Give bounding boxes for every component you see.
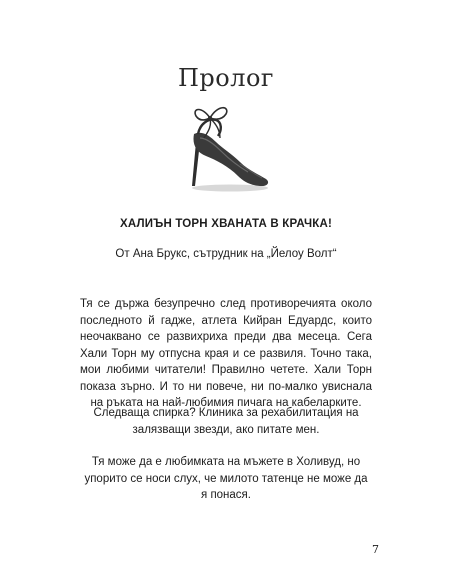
chapter-title: Пролог <box>177 64 274 92</box>
page-number: 7 <box>372 543 379 556</box>
article-paragraph: Тя се държа безупречно след противоречията около последното й гадже, атлета Кийран Едуардс, които неочаквано се развихриха преди два месеца. Сега Хали Торн му отпусна края и се развиля. Точно така, мои любими читатели! Правилно четете. Хали Торн показа зърно. И то ни повече, ни по-малко увиснала на ръката на най-любимия пичага на кабеларките. <box>80 298 372 409</box>
high-heel-shoe-with-bow-icon <box>176 104 276 196</box>
article-paragraph: Тя може да е любимката на мъжете в Холивуд, но упорито се носи слух, че милото татенце не може да я понася. <box>84 456 368 501</box>
article-paragraph: Следваща спирка? Клиника за рехабилитация на залязващи звезди, ако питате мен. <box>93 407 359 436</box>
article-headline: ХАЛИЪН ТОРН ХВАНАТА В КРАЧКА! <box>120 218 332 230</box>
article-byline: От Ана Брукс, сътрудник на „Йелоу Волт“ <box>115 248 337 260</box>
